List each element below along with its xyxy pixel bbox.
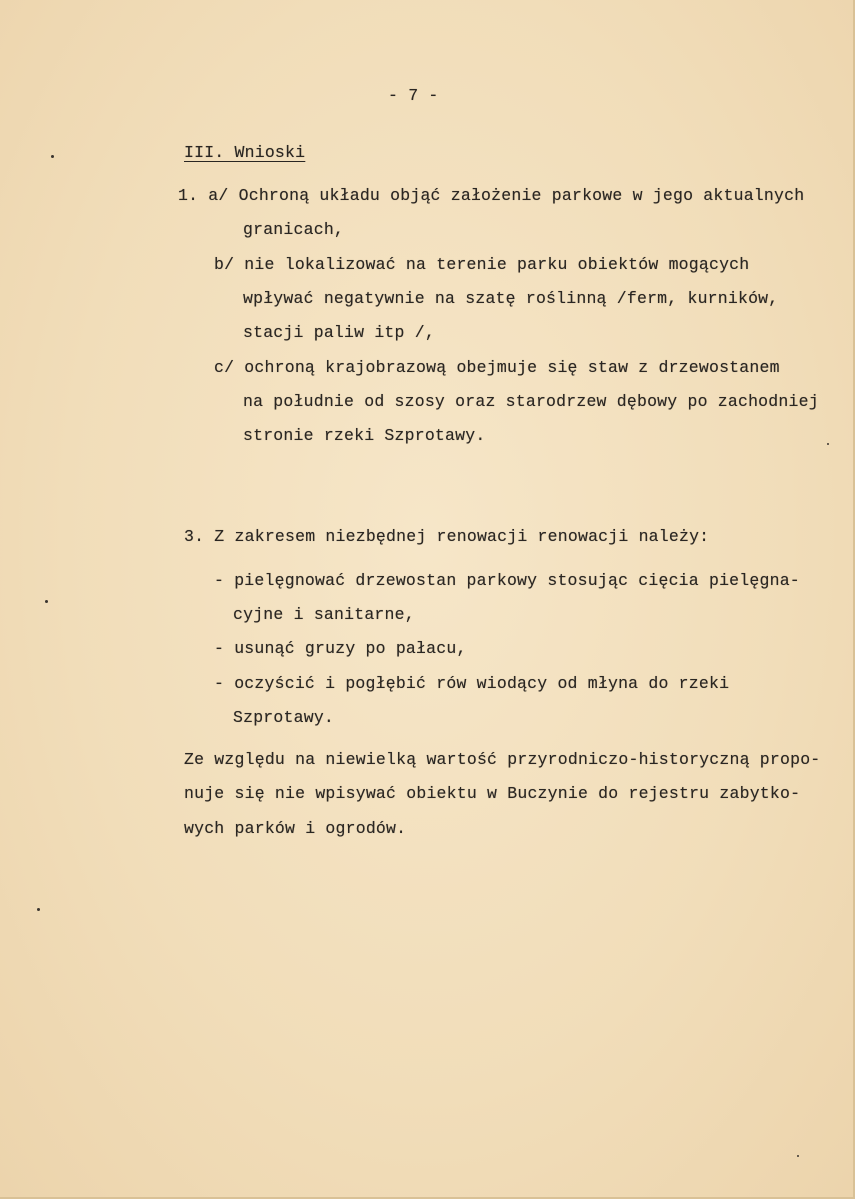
text-line: 1. a/ Ochroną układu objąć założenie parkowe w jego aktualnych	[178, 186, 805, 205]
ink-speck	[797, 1155, 799, 1157]
text-line: wych parków i ogrodów.	[184, 819, 407, 838]
ink-speck	[37, 908, 40, 911]
text-line: wpływać negatywnie na szatę roślinną /ferm, kurników,	[243, 289, 779, 308]
section-heading: III. Wnioski	[184, 143, 306, 162]
text-line: b/ nie lokalizować na terenie parku obiektów mogących	[214, 255, 750, 274]
text-line: stronie rzeki Szprotawy.	[243, 426, 486, 445]
text-line: Ze względu na niewielką wartość przyrodniczo-historyczną propo-	[184, 750, 821, 769]
text-line: na południe od szosy oraz starodrzew dębowy po zachodniej	[243, 392, 819, 411]
text-line: cyjne i sanitarne,	[233, 605, 415, 624]
text-line: stacji paliw itp /,	[243, 323, 435, 342]
text-line: - usunąć gruzy po pałacu,	[214, 639, 467, 658]
text-line: granicach,	[243, 220, 345, 239]
page-number: - 7 -	[388, 86, 439, 105]
text-line: - pielęgnować drzewostan parkowy stosując cięcia pielęgna-	[214, 571, 800, 590]
ink-speck	[45, 600, 48, 603]
ink-speck	[51, 155, 54, 158]
text-line: 3. Z zakresem niezbędnej renowacji renowacji należy:	[184, 527, 710, 546]
text-line: - oczyścić i pogłębić rów wiodący od młyna do rzeki	[214, 674, 730, 693]
ink-speck	[827, 443, 829, 445]
text-line: Szprotawy.	[233, 708, 335, 727]
text-line: nuje się nie wpisywać obiektu w Buczynie do rejestru zabytko-	[184, 784, 801, 803]
text-line: c/ ochroną krajobrazową obejmuje się staw z drzewostanem	[214, 358, 780, 377]
